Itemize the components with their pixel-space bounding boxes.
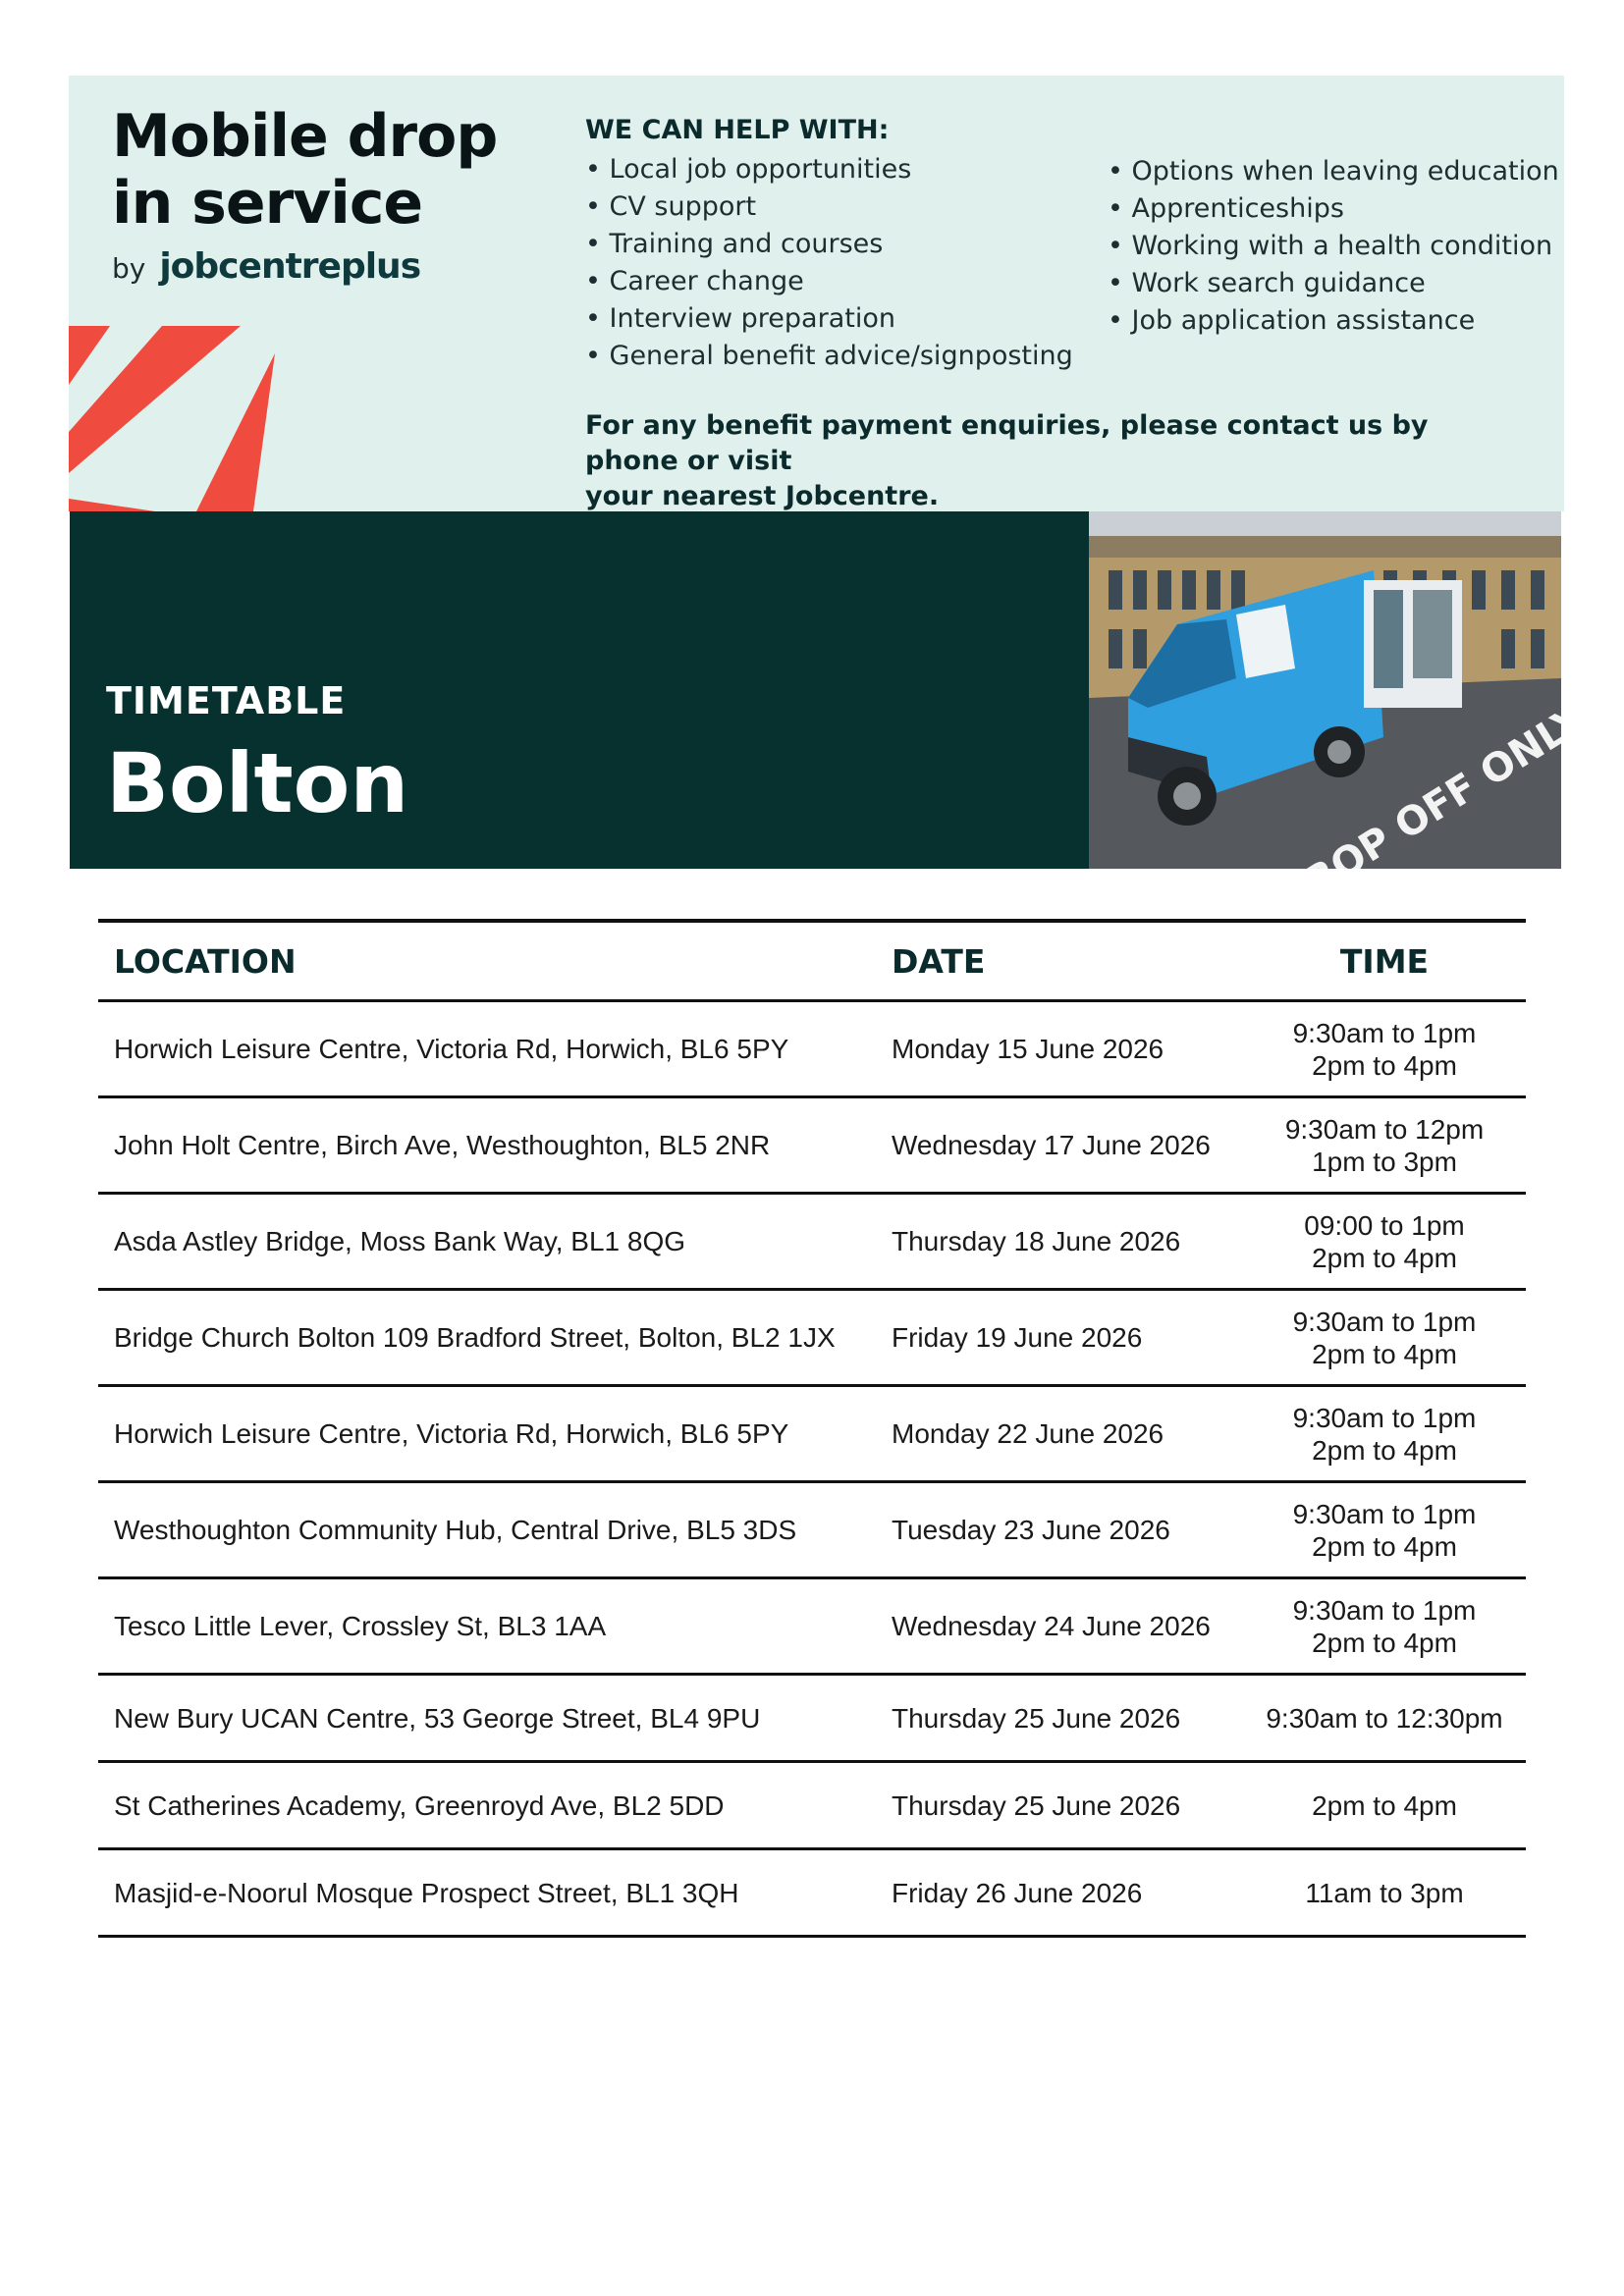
cell-location: St Catherines Academy, Greenroyd Ave, BL2 5DD <box>98 1762 876 1849</box>
cell-time <box>1243 1097 1526 1194</box>
time-slot: 9:30am to 1pm <box>1292 1594 1477 1626</box>
burst-ray-1 <box>69 326 110 385</box>
cell-time <box>1243 1290 1526 1386</box>
table-header-row <box>98 921 1526 1001</box>
cell-time <box>1243 1578 1526 1675</box>
help-item: • Local job opportunities <box>585 151 1073 188</box>
help-item: • Apprenticeships <box>1108 190 1559 228</box>
enquiry-line2: your nearest Jobcentre. <box>585 481 940 511</box>
time-slot: 2pm to 4pm <box>1312 1434 1457 1466</box>
cell-time <box>1243 1194 1526 1290</box>
brand-title <box>112 103 497 237</box>
brand-block <box>112 103 497 287</box>
building-roofline <box>1089 536 1561 558</box>
help-item: • Work search guidance <box>1108 265 1559 302</box>
time-slot: 2pm to 4pm <box>1312 1242 1457 1273</box>
cell-date: Monday 15 June 2026 <box>876 1001 1243 1097</box>
brand-by-word: by <box>112 252 146 285</box>
timetable-title-band <box>70 511 1089 869</box>
help-heading: WE CAN HELP WITH: <box>585 115 890 145</box>
time-slot: 9:30am to 1pm <box>1292 1017 1477 1048</box>
help-item: • Options when leaving education <box>1108 153 1559 190</box>
enquiry-line1: For any benefit payment enquiries, please contact us by phone or visit <box>585 410 1429 476</box>
time-slot: 2pm to 4pm <box>1312 1338 1457 1369</box>
cell-time <box>1243 1762 1526 1849</box>
cell-location: Tesco Little Lever, Crossley St, BL3 1AA <box>98 1578 876 1675</box>
mobile-van-photo <box>1089 511 1561 869</box>
timetable-city: Bolton <box>106 735 409 831</box>
cell-time <box>1243 1482 1526 1578</box>
help-item: • Job application assistance <box>1108 302 1559 340</box>
table-row <box>98 1675 1526 1762</box>
brand-title-line1: Mobile drop <box>112 102 498 171</box>
cell-time <box>1243 1001 1526 1097</box>
table-row <box>98 1001 1526 1097</box>
brand-byline <box>112 246 497 287</box>
cell-date: Thursday 18 June 2026 <box>876 1194 1243 1290</box>
cell-location: Horwich Leisure Centre, Victoria Rd, Horwich, BL6 5PY <box>98 1001 876 1097</box>
time-slot: 2pm to 4pm <box>1312 1789 1457 1821</box>
table-row <box>98 1849 1526 1937</box>
cell-date: Wednesday 24 June 2026 <box>876 1578 1243 1675</box>
time-slot: 9:30am to 12:30pm <box>1266 1702 1503 1734</box>
help-item: • Working with a health condition <box>1108 228 1559 265</box>
time-slot: 9:30am to 12pm <box>1284 1113 1485 1145</box>
col-header-date: DATE <box>876 921 1243 1001</box>
time-slot: 2pm to 4pm <box>1312 1627 1457 1658</box>
cell-time <box>1243 1849 1526 1937</box>
help-list-column-2 <box>1108 153 1559 340</box>
cell-date: Thursday 25 June 2026 <box>876 1762 1243 1849</box>
help-item: • Interview preparation <box>585 300 1073 338</box>
enquiry-note <box>585 408 1528 511</box>
help-item: • General benefit advice/signposting <box>585 338 1073 375</box>
cell-time <box>1243 1675 1526 1762</box>
jobcentreplus-logo: jobcentreplus <box>159 246 421 287</box>
cell-location: John Holt Centre, Birch Ave, Westhoughton, BL5 2NR <box>98 1097 876 1194</box>
cell-date: Friday 26 June 2026 <box>876 1849 1243 1937</box>
col-header-time: TIME <box>1243 921 1526 1001</box>
brand-title-line2: in service <box>112 169 423 238</box>
burst-ray-4 <box>69 499 155 511</box>
time-slot: 9:30am to 1pm <box>1292 1306 1477 1337</box>
cell-date: Monday 22 June 2026 <box>876 1386 1243 1482</box>
cell-location: Bridge Church Bolton 109 Bradford Street, Bolton, BL2 1JX <box>98 1290 876 1386</box>
help-list-block <box>585 115 1073 375</box>
time-slot: 2pm to 4pm <box>1312 1530 1457 1562</box>
time-slot: 1pm to 3pm <box>1312 1146 1457 1177</box>
cell-location: New Bury UCAN Centre, 53 George Street, BL4 9PU <box>98 1675 876 1762</box>
help-list-column-1 <box>585 151 1073 375</box>
cell-location: Masjid-e-Noorul Mosque Prospect Street, BL1 3QH <box>98 1849 876 1937</box>
timetable-label: TIMETABLE <box>106 679 347 722</box>
help-item: • Career change <box>585 263 1073 300</box>
help-item: • CV support <box>585 188 1073 226</box>
table-row <box>98 1097 1526 1194</box>
burst-ray-3 <box>196 353 275 511</box>
time-slot: 11am to 3pm <box>1305 1877 1464 1908</box>
cell-time <box>1243 1386 1526 1482</box>
sunburst-graphic <box>69 326 295 511</box>
table-row <box>98 1482 1526 1578</box>
cell-date: Friday 19 June 2026 <box>876 1290 1243 1386</box>
cell-location: Westhoughton Community Hub, Central Drive, BL5 3DS <box>98 1482 876 1578</box>
cell-date: Tuesday 23 June 2026 <box>876 1482 1243 1578</box>
table-row <box>98 1290 1526 1386</box>
col-header-location: LOCATION <box>98 921 876 1001</box>
time-slot: 09:00 to 1pm <box>1304 1209 1465 1241</box>
table-row <box>98 1386 1526 1482</box>
cell-location: Horwich Leisure Centre, Victoria Rd, Horwich, BL6 5PY <box>98 1386 876 1482</box>
cell-date: Thursday 25 June 2026 <box>876 1675 1243 1762</box>
service-banner <box>69 76 1564 511</box>
cell-location: Asda Astley Bridge, Moss Bank Way, BL1 8QG <box>98 1194 876 1290</box>
time-slot: 9:30am to 1pm <box>1292 1498 1477 1529</box>
time-slot: 9:30am to 1pm <box>1292 1402 1477 1433</box>
mobile-van-illustration <box>1089 511 1561 869</box>
timetable-table <box>98 919 1526 1938</box>
table-row <box>98 1578 1526 1675</box>
table-row <box>98 1762 1526 1849</box>
time-slot: 2pm to 4pm <box>1312 1049 1457 1081</box>
table-row <box>98 1194 1526 1290</box>
help-item: • Training and courses <box>585 226 1073 263</box>
cell-date: Wednesday 17 June 2026 <box>876 1097 1243 1194</box>
